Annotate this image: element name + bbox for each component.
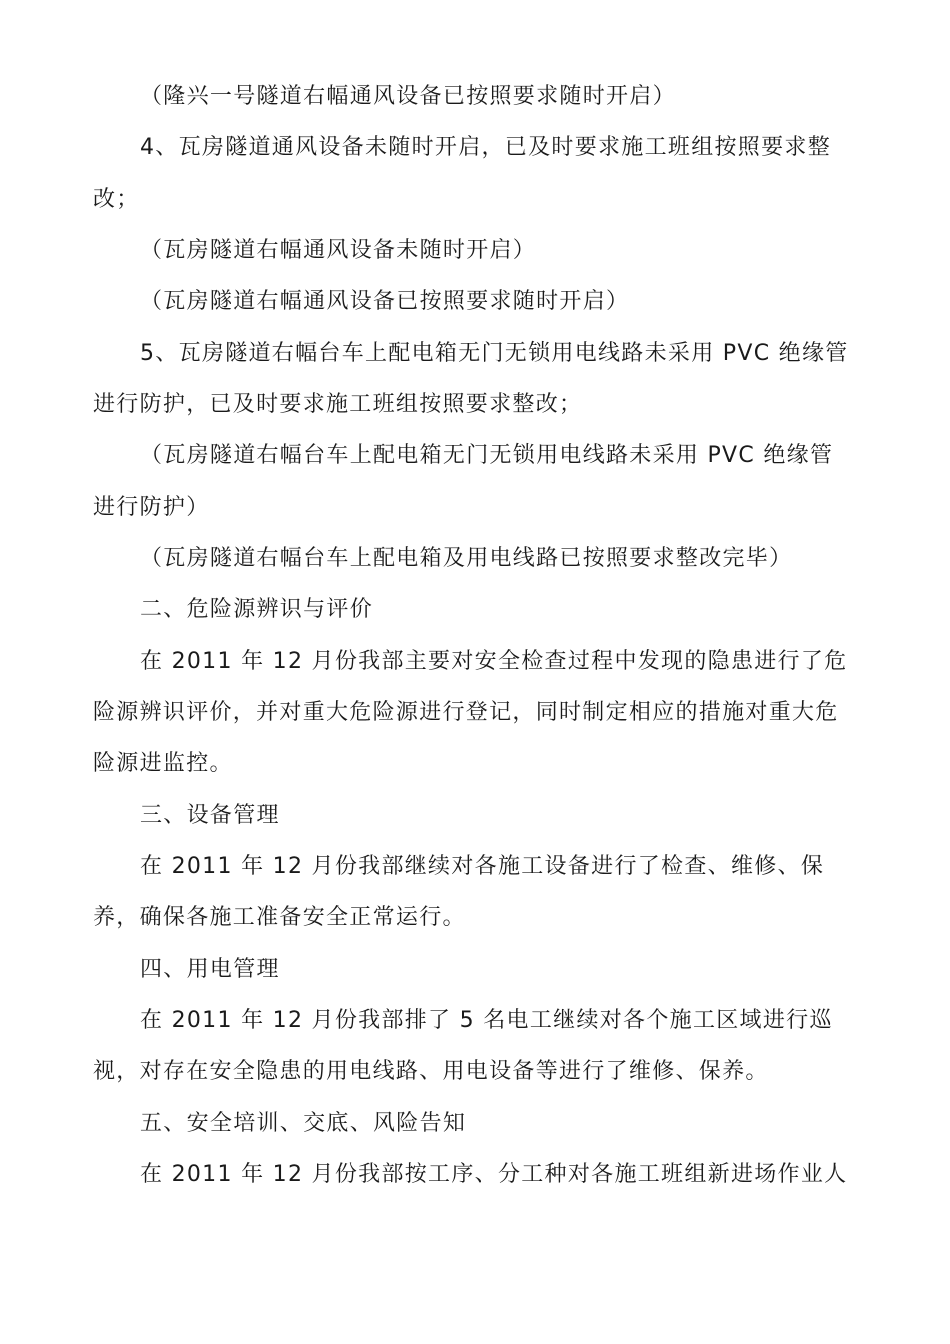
paragraph-line: 在 2011 年 12 月份我部排了 5 名电工继续对各个施工区域进行巡 xyxy=(140,1008,833,1033)
paragraph-line: 险源进监控。 xyxy=(93,751,233,776)
paragraph-line: （瓦房隧道右幅台车上配电箱及用电线路已按照要求整改完毕） xyxy=(140,546,793,571)
paragraph-line: 险源辨识评价，并对重大危险源进行登记，同时制定相应的措施对重大危 xyxy=(93,700,839,725)
section-heading: 三、设备管理 xyxy=(140,803,280,828)
paragraph-line: 养，确保各施工准备安全正常运行。 xyxy=(93,905,466,930)
section-heading: 二、危险源辨识与评价 xyxy=(140,597,374,622)
section-heading: 四、用电管理 xyxy=(140,957,280,982)
paragraph-line: （瓦房隧道右幅通风设备已按照要求随时开启） xyxy=(140,289,630,314)
paragraph-line: 在 2011 年 12 月份我部主要对安全检查过程中发现的隐患进行了危 xyxy=(140,649,848,674)
paragraph-line: （瓦房隧道右幅台车上配电箱无门无锁用电线路未采用 PVC 绝缘管 xyxy=(140,443,834,468)
paragraph-line: 进行防护） xyxy=(93,495,210,520)
paragraph-line: 进行防护，已及时要求施工班组按照要求整改； xyxy=(93,392,583,417)
paragraph-line: （瓦房隧道右幅通风设备未随时开启） xyxy=(140,238,537,263)
paragraph-line: 改； xyxy=(93,187,140,212)
paragraph-line: 4、瓦房隧道通风设备未随时开启，已及时要求施工班组按照要求整 xyxy=(140,135,831,160)
paragraph-line: 在 2011 年 12 月份我部继续对各施工设备进行了检查、维修、保 xyxy=(140,854,825,879)
section-heading: 五、安全培训、交底、风险告知 xyxy=(140,1111,467,1136)
paragraph-line: 在 2011 年 12 月份我部按工序、分工种对各施工班组新进场作业人 xyxy=(140,1162,848,1187)
paragraph-line: 视，对存在安全隐患的用电线路、用电设备等进行了维修、保养。 xyxy=(93,1059,769,1084)
paragraph-line: （隆兴一号隧道右幅通风设备已按照要求随时开启） xyxy=(140,84,676,109)
paragraph-line: 5、瓦房隧道右幅台车上配电箱无门无锁用电线路未采用 PVC 绝缘管 xyxy=(140,341,849,366)
